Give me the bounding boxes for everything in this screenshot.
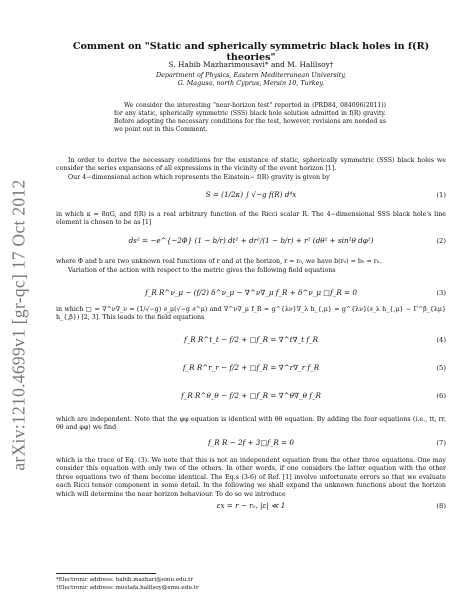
equation-8	[56, 499, 446, 513]
abstract: We consider the interesting "near-horizon test" reported in (PRD84, 084006(2011)) for any static, spherically symmetric (SSS) black hole solution admitted in f(R) gravity. Before adopting the necessary conditions for the test, however, revisions are needed as we point out in this Comment.	[114, 102, 386, 134]
equation-8-number: (8)	[436, 502, 446, 510]
equation-7-number: (7)	[436, 439, 446, 447]
equation-4	[56, 333, 446, 347]
equation-1-number: (1)	[436, 191, 446, 199]
equation-6-math: f_R R^θ_θ − f/2 + □f_R = ∇^θ∇_θ f_R	[181, 391, 321, 400]
equation-2-math: ds² = −e^{−2Φ} (1 − b/r) dt² + dr²/(1 − b/r) + r² (dθ² + sin²θ dφ²)	[128, 236, 374, 245]
affiliation	[56, 71, 446, 88]
equation-5-math: f_R R^r_r − f/2 + □f_R = ∇^r∇_r f_R	[182, 363, 320, 372]
arxiv-identifier-stamp	[6, 160, 32, 490]
paragraph-after-eq3: in which □ = ∇^ν∇_ν = (1/√−g) ∂_μ(√−g ∂^μ) and ∇^ν∇_μ f_R = g^{λν}∇_λ h_{,μ} = g^{λν}(∂_λ h_{,μ} − Γ^β_{λμ} h_{,β}) [2, 3]. This leads to the field equations	[56, 306, 446, 322]
paragraph-action-intro: Our 4−dimensional action which represents the Einstein− f(R) gravity is given by	[68, 174, 330, 181]
equation-3	[56, 286, 446, 300]
equation-5	[56, 361, 446, 375]
equation-7	[56, 436, 446, 450]
equation-4-number: (4)	[436, 336, 446, 344]
equation-2	[56, 234, 446, 248]
paragraph-after-eq2: where Φ and b are two unknown real functions of r and at the horizon, r = r₀, we have b(r₀) = b₀ = r₀.	[56, 258, 382, 265]
equation-6-number: (6)	[436, 392, 446, 400]
equation-5-number: (5)	[436, 364, 446, 372]
affiliation-line-2: G. Magusa, north Cyprus, Mersin 10, Turkey.	[177, 79, 325, 88]
footnote-divider	[56, 573, 156, 574]
equation-7-math: f_R R − 2f + 3□f_R = 0	[208, 438, 294, 447]
equation-6	[56, 389, 446, 403]
equation-1-math: S = (1/2κ) ∫ √−g f(R) d⁴x	[205, 190, 297, 199]
equation-3-number: (3)	[436, 289, 446, 297]
affiliation-line-1: Department of Physics, Eastern Mediterranean University,	[155, 71, 347, 79]
equation-8-math: εx = r − r₀, |ε| ≪ 1	[216, 501, 286, 510]
equation-2-number: (2)	[436, 237, 446, 245]
paper-authors: S. Habib Mazharimousavi* and M. Halilsoy†	[168, 60, 334, 69]
paragraph-after-eq6: which are independent. Note that the φφ equation is identical with θθ equation. By adding the four equations (i.e., tt, rr, θθ and φφ) we find	[56, 416, 446, 432]
equation-4-math: f_R R^t_t − f/2 + □f_R = ∇^t∇_t f_R	[183, 335, 319, 344]
paragraph-after-eq1: in which κ = 8πG, and f(R) is a real arbitrary function of the Ricci scalar R. The 4−dimensional SSS black hole's line element is chosen to be as [1]	[56, 211, 446, 227]
footnote-1: *Electronic address: habib.mazhari@emu.edu.tr	[56, 577, 194, 583]
paragraph-intro: In order to derive the necessary conditions for the existance of static, spherically symmetric (SSS) black holes we consider the series expansions of all expressions in the vicinity of the event horizon [1].	[56, 157, 446, 173]
paper-title: Comment on "Static and spherically symmetric black holes in f(R) theories"	[72, 41, 430, 63]
equation-1	[56, 188, 446, 202]
equation-3-math: f_R R^ν_μ − (f/2) δ^ν_μ − ∇^ν∇_μ f_R + δ^ν_μ □f_R = 0	[145, 288, 357, 297]
arxiv-id-text: arXiv:1210.4699v1 [gr-qc] 17 Oct 2012	[8, 179, 29, 471]
paragraph-after-eq7: which is the trace of Eq. (3). We note that this is not an independent equation from the other three equations. One may consider this equation with only two of the others. In other words, if one considers the latter equation with the other three equations two of them become identical. The Eq.s (3-6) of Ref. [1] involve unfortunate errors so that we evaluate each Ricci tensor component in some detail. In the following we shall expand the unknown functions about the horizon which will determine the near horizon behaviour. To do so we introduce	[56, 457, 446, 498]
paragraph-variation: Variation of the action with respect to the metric gives the following field equations	[68, 267, 336, 274]
footnote-2: †Electronic address: mustafa.halilsoy@emu.edu.tr	[56, 585, 199, 591]
